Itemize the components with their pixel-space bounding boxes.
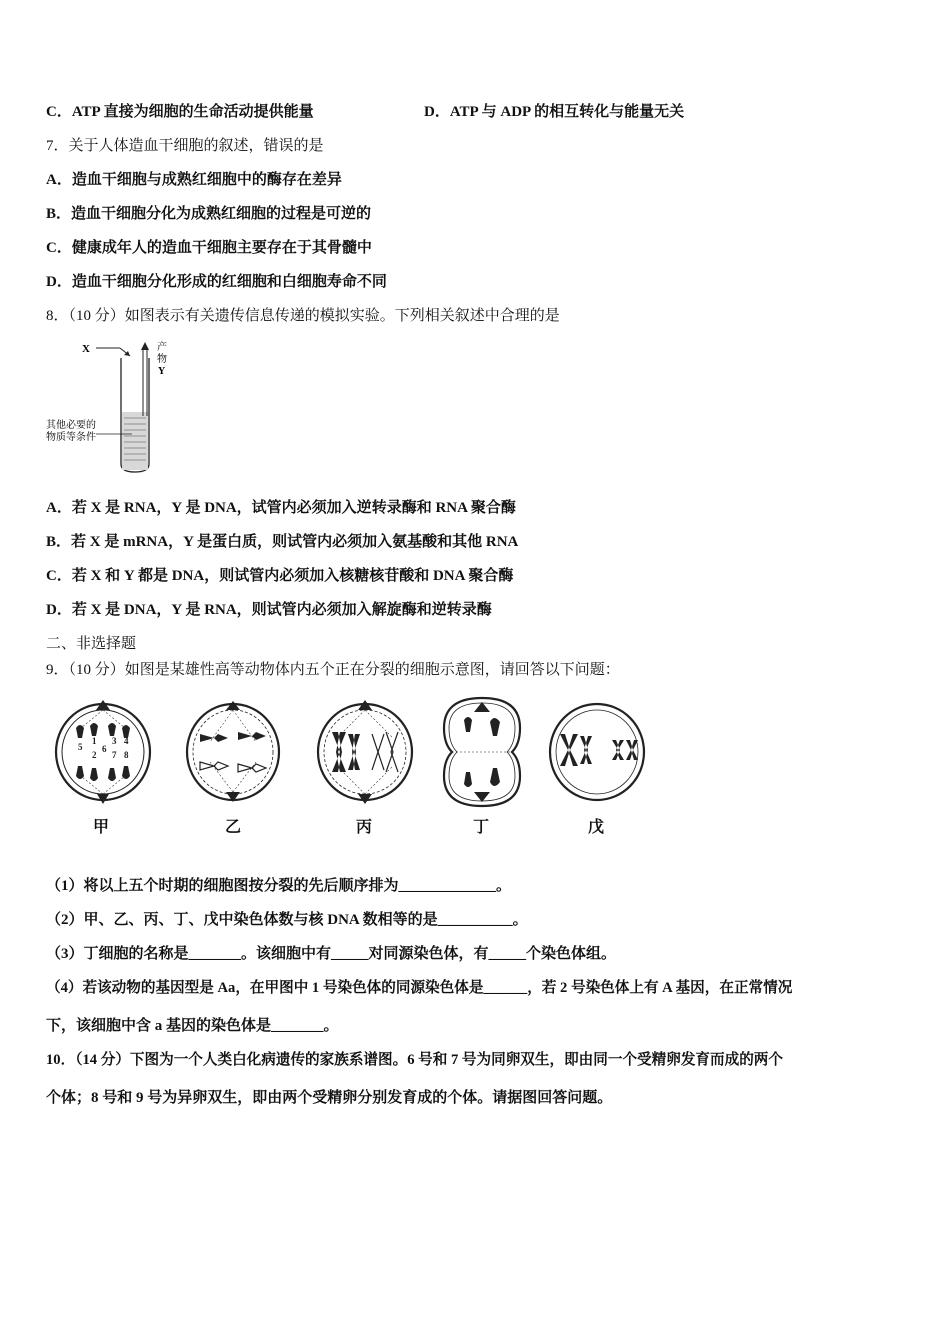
q9-part-4-line-2: 下，该细胞中含 a 基因的染色体是_______。 bbox=[46, 1018, 339, 1034]
q6-line bbox=[46, 102, 685, 122]
q8-stem: 8．（10 分）如图表示有关遗传信息传递的模拟实验。下列相关叙述中合理的是 bbox=[46, 308, 560, 324]
q8-option-a: A．若 X 是 RNA，Y 是 DNA，试管内必须加入逆转录酶和 RNA 聚合酶 bbox=[46, 500, 516, 516]
cell-jia bbox=[56, 700, 150, 804]
section-heading: 二、非选择题 bbox=[46, 636, 137, 652]
product-label-2: 物 bbox=[157, 354, 167, 365]
chrom-num-3: 3 bbox=[112, 736, 117, 746]
cell-yi bbox=[187, 701, 279, 802]
q7-option-a: A．造血干细胞与成熟红细胞中的酶存在差异 bbox=[46, 172, 342, 188]
tube-liquid bbox=[122, 412, 148, 470]
q7-option-b: B．造血干细胞分化为成熟红细胞的过程是可逆的 bbox=[46, 206, 372, 222]
x-label: X bbox=[82, 343, 90, 355]
q8-option-b: B．若 X 是 mRNA，Y 是蛋白质，则试管内必须加入氨基酸和其他 RNA bbox=[46, 534, 519, 550]
chrom-num-6: 6 bbox=[102, 744, 107, 754]
q6-option-c: C．ATP 直接为细胞的生命活动提供能量 bbox=[46, 104, 314, 120]
caption-ding: 丁 bbox=[473, 817, 490, 836]
caption-bing: 丙 bbox=[356, 817, 373, 836]
chrom-num-4: 4 bbox=[124, 736, 129, 746]
caption-yi: 乙 bbox=[225, 817, 242, 836]
product-arrow-head bbox=[141, 342, 149, 350]
caption-wu: 戊 bbox=[588, 817, 605, 836]
product-label-3: Y bbox=[158, 366, 166, 377]
cell-ding bbox=[444, 698, 520, 806]
q7-option-c: C．健康成年人的造血干细胞主要存在于其骨髓中 bbox=[46, 240, 372, 256]
caption-jia: 甲 bbox=[93, 817, 110, 836]
chrom-num-5: 5 bbox=[78, 742, 83, 752]
q10-stem-line-2: 个体；8 号和 9 号为异卵双生，即由两个受精卵分别发育成的个体。请据图回答问题。 bbox=[46, 1090, 613, 1106]
test-tube-figure bbox=[44, 336, 184, 476]
q9-part-3: （3）丁细胞的名称是_______。该细胞中有_____对同源染色体，有_____个染色体组。 bbox=[46, 946, 617, 962]
q8-option-d: D．若 X 是 DNA，Y 是 RNA，则试管内必须加入解旋酶和逆转录酶 bbox=[46, 602, 492, 618]
cell-wu bbox=[550, 704, 644, 800]
q7-option-d: D．造血干细胞分化形成的红细胞和白细胞寿命不同 bbox=[46, 274, 387, 290]
q7-stem: 7．关于人体造血干细胞的叙述，错误的是 bbox=[46, 138, 324, 154]
cell-bing bbox=[318, 700, 412, 804]
q9-part-1: （1）将以上五个时期的细胞图按分裂的先后顺序排为_____________。 bbox=[46, 878, 512, 894]
cell-division-figure bbox=[50, 692, 660, 842]
product-label-1: 产 bbox=[157, 342, 167, 353]
chrom-num-1: 1 bbox=[92, 736, 97, 746]
q9-stem: 9．（10 分）如图是某雄性高等动物体内五个正在分裂的细胞示意图，请回答以下问题： bbox=[46, 662, 620, 678]
side-label-1: 其他必要的 bbox=[46, 420, 96, 431]
q8-option-c: C．若 X 和 Y 都是 DNA，则试管内必须加入核糖核苷酸和 DNA 聚合酶 bbox=[46, 568, 514, 584]
q6-option-d: D．ATP 与 ADP 的相互转化与能量无关 bbox=[424, 104, 685, 120]
chrom-num-8: 8 bbox=[124, 750, 129, 760]
chrom-num-2: 2 bbox=[92, 750, 97, 760]
side-label-2: 物质等条件 bbox=[46, 432, 96, 443]
q9-part-2: （2）甲、乙、丙、丁、戊中染色体数与核 DNA 数相等的是__________。 bbox=[46, 912, 528, 928]
chrom-num-7: 7 bbox=[112, 750, 117, 760]
q10-stem-line-1: 10．（14 分）下图为一个人类白化病遗传的家族系谱图。6 号和 7 号为同卵双生，即由同一个受精卵发育而成的两个 bbox=[46, 1052, 783, 1068]
q9-part-4-line-1: （4）若该动物的基因型是 Aa，在甲图中 1 号染色体的同源染色体是______，若 2 号染色体上有 A 基因，在正常情况 bbox=[46, 980, 793, 996]
